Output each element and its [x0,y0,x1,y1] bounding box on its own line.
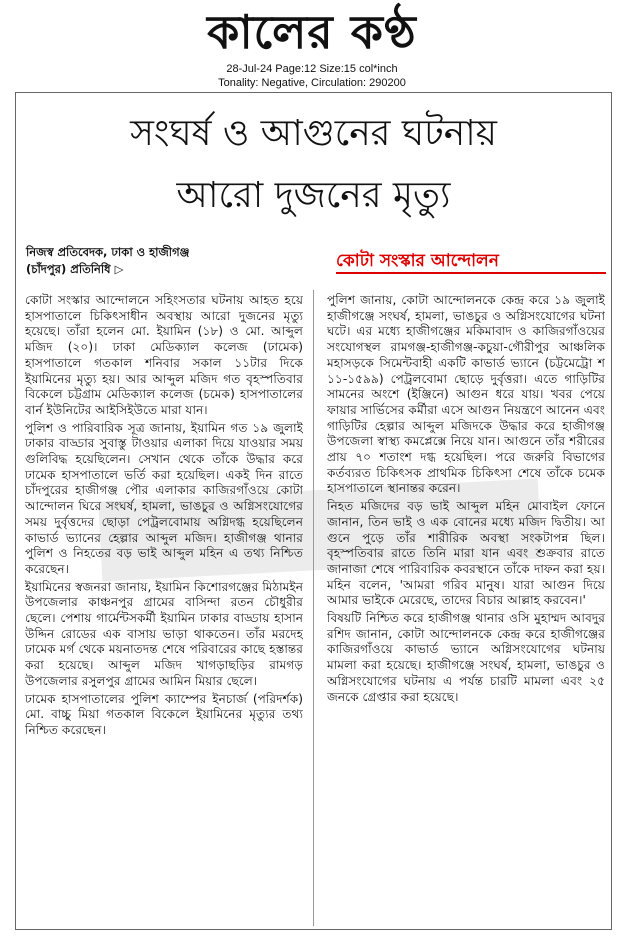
clipping-meta-date: 28-Jul-24 Page:12 Size:15 col*inch [226,63,398,75]
clipping-meta-tonality: Tonality: Negative, Circulation: 290200 [218,77,406,89]
article-column-right [327,293,605,925]
byline-line-1: নিজস্ব প্রতিবেদক, ঢাকা ও হাজীগঞ্জ [26,245,190,259]
paragraph: পুলিশ জানায়, কোটা আন্দোলনকে কেন্দ্র করে ১৯ জুলাই হাজীগঞ্জে সংঘর্ষ, হামলা, ভাঙচুর ও অগ্নিসংযোগের ঘটনা ঘটে। এর মধ্যে হাজীগঞ্জের মকিমাবাদ ও কাজিরগাঁওয়ের সংযোগস্থল রামগঞ্জ-হাজীগঞ্জ-কচুয়া-গৌরীপুর আঞ্চলিক মহাসড়কে সিমেন্টবাহী একটি কাভার্ড ভ্যানে (চট্টমেট্রো শ ১১-১৫৯৯) পেট্রলবোমা ছোড়ে দুর্বৃত্তরা। এতে গাড়িটির সামনের অংশে (ইঞ্জিনে) আগুন ধরে যায়। খবর পেয়ে ফায়ার সার্ভিসের কর্মীরা এসে আগুন নিয়ন্ত্রণে আনেন এবং গাড়িটির হেল্পার আব্দুল মজিদকে উদ্ধার করে হাজীগঞ্জ উপজেলা স্বাস্থ্য কমপ্লেক্সে নিয়ে যান। আগুনে তাঁর শরীরের প্রায় ৭০ শতাংশ দগ্ধ হয়েছিল। পরে জরুরি বিভাগের কর্তব্যরত চিকিৎসক প্রাথমিক চিকিৎসা শেষে তাঁকে চমেক হাসপাতালে স্থানান্তর করেন। [327,293,605,496]
headline-line-1: সংঘর্ষ ও আগুনের ঘটনায় [130,113,497,154]
byline-line-2: (চাঁদপুর) প্রতিনিধি ▷ [26,262,124,276]
paragraph: ইয়ামিনের স্বজনরা জানায়, ইয়ামিন কিশোরগঞ্জের মিঠামইন উপজেলার কাঞ্চনপুর গ্রামের বাসিন্দা রতন চৌধুরীর ছেলে। পেশায় গার্মেন্টসকর্মী ইয়ামিন ঢাকার বাড্ডায় হাসান উদ্দিন রোডের এক বাসায় ভাড়া থাকতেন। তাঁর মরদেহ ঢামেক মর্গ থেকে ময়নাতদন্ত শেষে পরিবারের কাছে হস্তান্তর করা হয়েছে। আব্দুল মজিদ খাগড়াছড়ির রামগড় উপজেলার রসুলপুর গ্রামের আমিন মিয়ার ছেলে। [25,579,303,688]
paragraph: নিহত মজিদের বড় ভাই আব্দুল মহিন মোবাইল ফোনে জানান, তিন ভাই ও এক বোনের মধ্যে মজিদ দ্বিতীয়। আ গুনে পুড়ে তাঁর শারীরিক অবস্থা সংকটাপন্ন ছিল। বৃহস্পতিবার রাতে তিনি মারা যান এবং শুক্রবার রাতে জানাজা শেষে পারিবারিক কবরস্থানে তাঁকে দাফন করা হয়। মহিন বলেন, 'আমরা গরিব মানুষ। যারা আগুন দিয়ে আমার ভাইকে মেরেছে, তাদের বিচার আল্লাহ করবেন।' [327,499,605,608]
article-column-left [25,293,303,925]
headline-line-2: আরো দুজনের মৃত্যু [176,175,451,216]
byline [26,244,306,278]
paragraph: বিষয়টি নিশ্চিত করে হাজীগঞ্জ থানার ওসি মুহাম্মদ আবদুর রশিদ জানান, কোটা আন্দোলনকে কেন্দ্র করে হাজীগঞ্জের কাজিরগাঁওয়ে কাভার্ড ভ্যানে অগ্নিসংযোগের ঘটনায় মামলা করা হয়েছে। হাজীগঞ্জে সংঘর্ষ, হামলা, ভাঙচুর ও অগ্নিসংযোগের ঘটনায় এ পর্যন্ত চারটি মামলা এবং ২৫ জনকে গ্রেপ্তার করা হয়েছে। [327,611,605,704]
paragraph: ঢামেক হাসপাতালের পুলিশ ক্যাম্পের ইনচার্জ (পরিদর্শক) মো. বাচ্চু মিয়া গতকাল বিকেলে ইয়ামিনের মৃত্যুর তথ্য নিশ্চিত করেছেন। [25,691,303,737]
column-divider [313,290,314,926]
paragraph: পুলিশ ও পারিবারিক সূত্র জানায়, ইয়ামিন গত ১৯ জুলাই ঢাকার বাড্ডার সুবাস্তু টাওয়ার এলাকা দিয়ে যাওয়ার সময় গুলিবিদ্ধ হয়েছিলেন। সেখান থেকে তাঁকে উদ্ধার করে ঢামেক হাসপাতালে ভর্তি করা হয়েছিল। একই দিন রাতে চাঁদপুরের হাজীগঞ্জ পৌর এলাকার কাজিরগাঁওয়ে কোটা আন্দোলন ঘিরে সংঘর্ষ, হামলা, ভাঙচুর ও অগ্নিসংযোগের সময় দুর্বৃত্তদের ছোড়া পেট্রলবোমায় অগ্নিদগ্ধ হয়েছিলেন কাভার্ড ভ্যানের হেল্পার আব্দুল মজিদ। হাজীগঞ্জ থানার পুলিশ ও নিহতের বড় ভাই আব্দুল মহিন এ তথ্য নিশ্চিত করেছেন। [25,420,303,576]
paragraph: কোটা সংস্কার আন্দোলনে সহিংসতার ঘটনায় আহত হয়ে হাসপাতালে চিকিৎসাধীন অবস্থায় আরো দুজনের মৃত্যু হয়েছে। তাঁরা হলেন মো. ইয়ামিন (১৮) ও মো. আব্দুল মজিদ (২০)। ঢাকা মেডিক্যাল কলেজ (ঢামেক) হাসপাতালে গতকাল শনিবার সকাল ১১টার দিকে ইয়ামিনের মৃত্যু হয়। আর আব্দুল মজিদ গত বৃহস্পতিবার বিকেলে চট্টগ্রাম মেডিক্যাল কলেজ (চমেক) হাসপাতালের বার্ন ইউনিটের আইসিইউতে মারা যান। [25,293,303,417]
newspaper-masthead: কালের কণ্ঠ [207,5,417,59]
section-tag: কোটা সংস্কার আন্দোলন [336,250,606,274]
